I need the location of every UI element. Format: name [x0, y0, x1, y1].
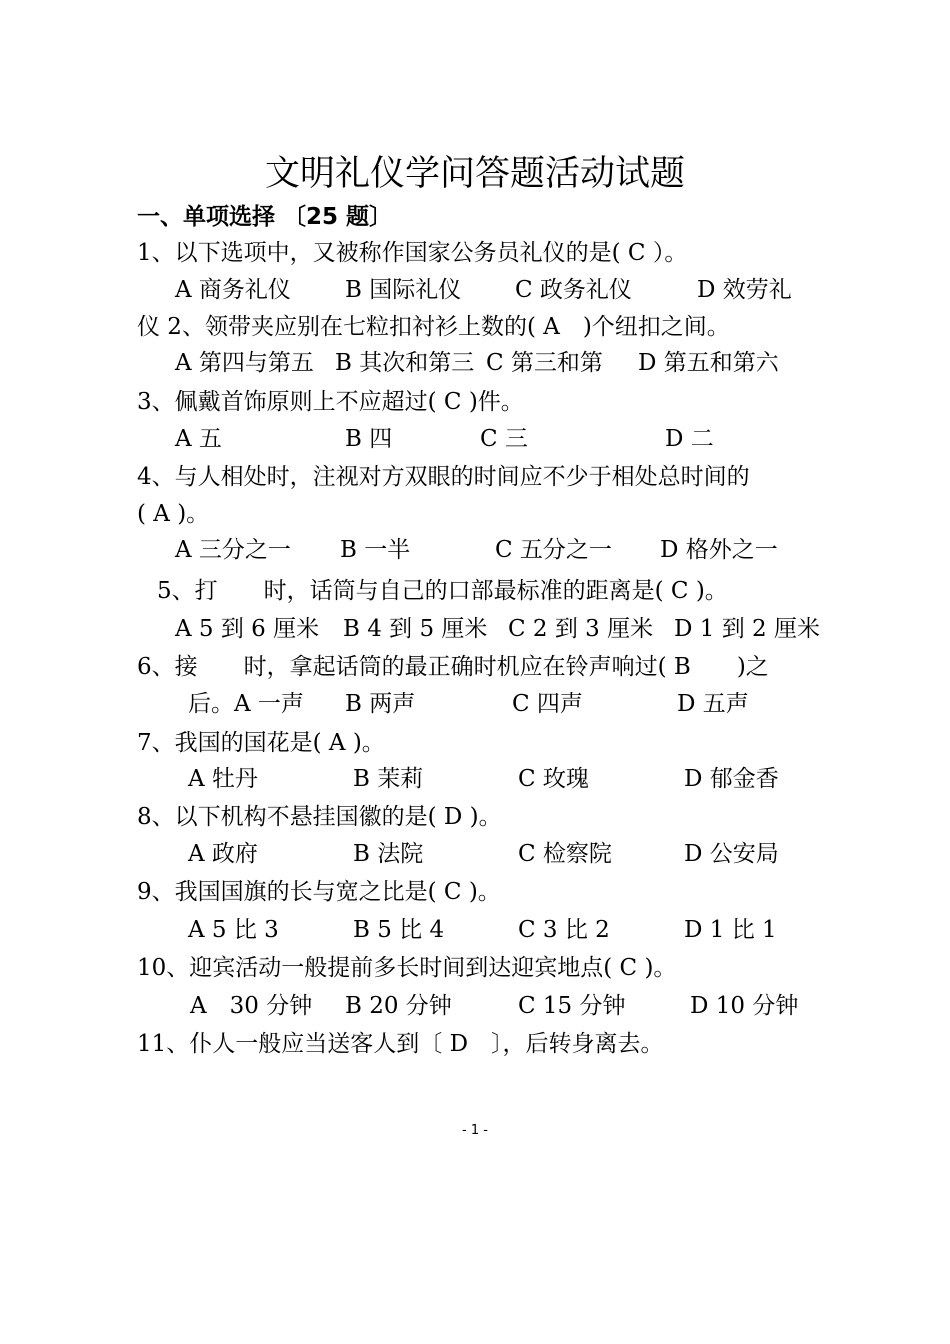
question-10-option-a: A 30 分钟 [190, 993, 313, 1019]
question-4: 4、与人相处时，注视对方双眼的时间应不少于相处总时间的 [137, 464, 750, 490]
question-8: 8、以下机构不悬挂国徽的是( D )。 [137, 804, 502, 830]
question-1-option-c: C 政务礼仪 [515, 277, 632, 303]
question-2-option-d: D 第五和第六 [638, 350, 779, 376]
question-2-option-a: A 第四与第五 [175, 350, 314, 376]
question-5-option-b: B 4 到 5 厘米 [343, 616, 488, 642]
question-9-option-b: B 5 比 4 [353, 917, 445, 943]
question-7-option-d: D 郁金香 [684, 766, 779, 792]
question-10-option-b: B 20 分钟 [345, 993, 452, 1019]
question-5-option-a: A 5 到 6 厘米 [175, 616, 320, 642]
question-3-option-d: D 二 [665, 426, 714, 452]
question-9-option-a: A 5 比 3 [188, 917, 279, 943]
page-number: - 1 - [462, 1123, 488, 1138]
question-9-option-c: C 3 比 2 [518, 917, 610, 943]
document-title: 文明礼仪学问答题活动试题 [264, 154, 685, 194]
question-8-option-a: A 政府 [188, 841, 258, 867]
question-3: 3、佩戴首饰原则上不应超过( C )件。 [137, 389, 524, 415]
question-6-option-d: D 五声 [677, 691, 749, 717]
question-3-option-a: A 五 [175, 426, 222, 452]
question-7-option-b: B 茉莉 [353, 766, 424, 792]
question-7: 7、我国的国花是( A )。 [137, 730, 385, 756]
question-2: 仪 2、领带夹应别在七粒扣衬衫上数的( A )个纽扣之间。 [137, 314, 730, 340]
question-9-option-d: D 1 比 1 [684, 917, 777, 943]
question-4-option-b: B 一半 [340, 537, 411, 563]
question-8-option-c: C 检察院 [518, 841, 612, 867]
question-6-option-b: B 两声 [345, 691, 416, 717]
question-6: 6、接 时，拿起话筒的最正确时机应在铃声响过( B )之 [137, 654, 769, 680]
question-3-option-c: C 三 [480, 426, 528, 452]
question-1: 1、以下选项中，又被称作国家公务员礼仪的是( C ）。 [137, 240, 688, 266]
question-3-option-b: B 四 [345, 426, 393, 452]
question-11: 11、仆人一般应当送客人到〔 D 〕，后转身离去。 [137, 1031, 664, 1057]
question-10-option-c: C 15 分钟 [518, 993, 626, 1019]
question-4-option-d: D 格外之一 [660, 537, 778, 563]
question-4-continued: ( A )。 [137, 501, 210, 527]
question-1-option-b: B 国际礼仪 [345, 277, 462, 303]
question-5-option-c: C 2 到 3 厘米 [508, 616, 654, 642]
question-4-option-a: A 三分之一 [175, 537, 291, 563]
question-1-option-a: A 商务礼仪 [175, 277, 291, 303]
question-1-option-d: D 效劳礼 [697, 277, 792, 303]
question-6-option-a: 后。A 一声 [188, 691, 304, 717]
question-5: 5、打 时，话筒与自己的口部最标准的距离是( C )。 [157, 578, 728, 604]
question-7-option-c: C 玫瑰 [518, 766, 589, 792]
question-7-option-a: A 牡丹 [188, 766, 258, 792]
section-heading: 一、单项选择 〔25 题〕 [137, 204, 393, 230]
question-6-option-c: C 四声 [512, 691, 583, 717]
question-10: 10、迎宾活动一般提前多长时间到达迎宾地点( C )。 [137, 955, 677, 981]
question-5-option-d: D 1 到 2 厘米 [674, 616, 820, 642]
question-2-option-c: C 第三和第 [486, 350, 603, 376]
question-8-option-b: B 法院 [353, 841, 424, 867]
question-10-option-d: D 10 分钟 [690, 993, 799, 1019]
question-2-option-b: B 其次和第三 [335, 350, 475, 376]
question-9: 9、我国国旗的长与宽之比是( C )。 [137, 879, 501, 905]
question-8-option-d: D 公安局 [684, 841, 779, 867]
question-4-option-c: C 五分之一 [495, 537, 612, 563]
